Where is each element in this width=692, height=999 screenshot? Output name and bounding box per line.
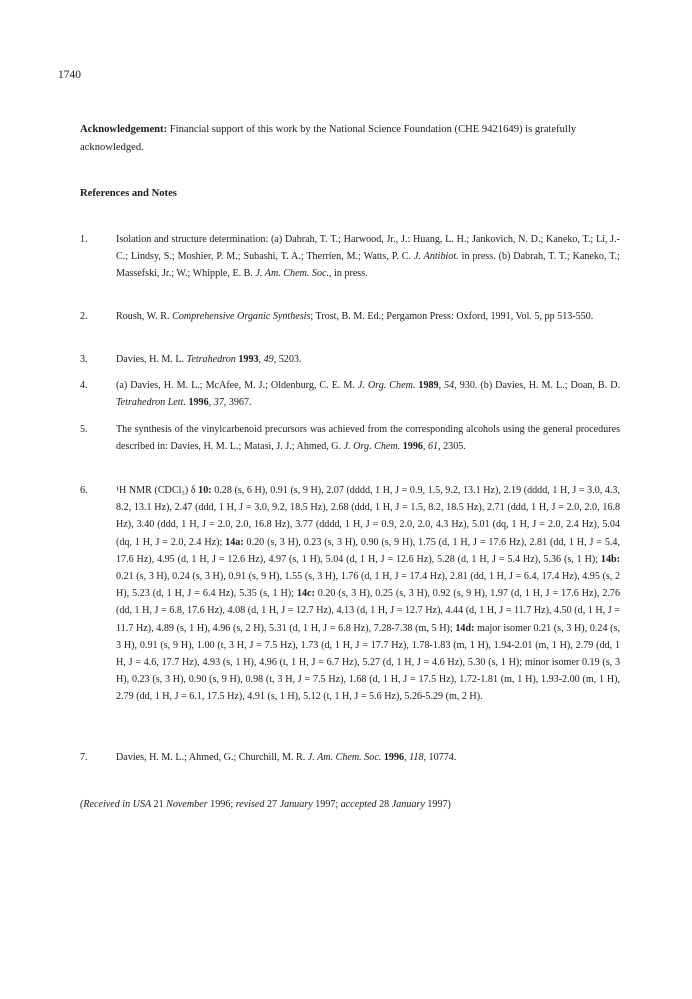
text-run: revised <box>235 799 267 810</box>
text-run: 1989 <box>418 380 439 391</box>
text-run: , <box>404 752 410 763</box>
reference-number: 3. <box>80 354 88 365</box>
text-run: ¹H NMR (CDCl₃) δ <box>116 485 199 496</box>
acknowledgement-text: Financial support of this work by the National Science Foundation (CHE 9421649) is gratefully acknowledged. <box>80 124 577 153</box>
reference-1 <box>80 231 620 283</box>
text-run: 1997; <box>315 799 341 810</box>
text-run: in press. (b) Dabrah, T. T.; Kaneko, T.; Massefski, Jr.; W.; Whipple, E. B. <box>116 251 620 280</box>
reference-6 <box>80 482 620 706</box>
text-run: , <box>438 380 445 391</box>
reference-number: 7. <box>80 752 88 763</box>
text-run: Isolation and structure determination: (a) Dabrah, T. T.; Harwood, Jr., J.: Huang, L. H.; Jankovich, N. D.; Kaneko, T.; Li, J.- C.; Lindsy, S.; Moshier, P. M.; Subashi, T. A.; Therrien, M.; Watts, P. C. <box>116 234 620 263</box>
text-run: 49 <box>263 354 274 365</box>
text-run: 54 <box>444 380 455 391</box>
text-run: 10: <box>198 485 212 496</box>
reference-text <box>116 351 620 368</box>
text-run: 14a: <box>225 536 244 548</box>
reference-number: 6. <box>80 485 88 496</box>
text-run: accepted <box>340 799 380 810</box>
text-run: J. Am. Chem. Soc. <box>307 752 382 763</box>
text-run: 21 <box>153 799 167 810</box>
reference-number: 2. <box>80 311 88 322</box>
text-run: , <box>422 441 428 453</box>
text-run: Tetrahedron <box>186 354 236 365</box>
text-run: 1996 <box>402 441 423 453</box>
text-run: January <box>279 799 316 810</box>
reference-4 <box>80 377 620 411</box>
text-run: Roush, W. R. <box>116 311 173 322</box>
reference-text <box>116 482 620 706</box>
text-run: , 3967. <box>223 397 252 409</box>
text-run: J. Org. Chem. <box>357 380 416 391</box>
acknowledgement-label: Acknowledgement: <box>80 124 168 135</box>
reference-5 <box>80 421 620 455</box>
text-run: January <box>391 799 428 810</box>
text-run: 1996 <box>383 752 405 763</box>
text-run: November <box>166 799 211 810</box>
text-run: 27 <box>266 799 280 810</box>
references-heading: References and Notes <box>80 188 177 199</box>
text-run: 28 <box>379 799 392 810</box>
text-run: J. Org. Chem. <box>343 441 401 453</box>
received-dates <box>80 799 451 810</box>
text-run: ; Trost, B. M. Ed.; Pergamon Press: Oxford, 1991, Vol. 5, pp 513-550. <box>310 311 594 322</box>
text-run: , 5203. <box>273 354 302 365</box>
text-run: major isomer 0.21 (s, 3 H), 0.24 (s, 3 H), 0.91 (s, 9 H), 1.00 (t, 3 H, J = 7.5 Hz), 1.73 (d, 1 H, J = 17.7 Hz), 1.78-1.83 (m, 1 H), 1.94-2.01 (m, 1 H), 2.79 (dd, 1 H, J = 4.6, 17.7 Hz), 4.93 (s, 1 H), 4.96 (t, 1 H, J = 6.7 Hz), 5.27 (d, 1 H, J = 4.6 Hz), 5.30 (s, 1 H); minor isomer 0.19 (s, 3 H), 0.23 (s, 3 H), 0.90 (s, 9 H), 0.98 (t, 3 H, J = 7.5 Hz), 1.68 (d, 1 H, J = 17.5 Hz), 1.72-1.81 (m, 1 H), 1.93-2.00 (m, 1 H), 2.79 (dd, 1 H, J = 6.1, 17.5 Hz), 4.91 (s, 1 H), 5.12 (t, 1 H, J = 5.6 Hz), 5.26-5.29 (m, 2 H). <box>116 622 620 703</box>
acknowledgement <box>80 121 620 157</box>
text-run: The synthesis of the vinylcarbenoid precursors was achieved from the corresponding alcohols using the general procedures described in: Davies, H. M. L.; Matasi, J. J.; Ahmed, G. <box>116 424 620 453</box>
text-run: , <box>208 397 214 409</box>
reference-text <box>116 377 620 411</box>
reference-number: 4. <box>80 380 88 391</box>
text-run: 1997) <box>427 799 451 810</box>
text-run: , 930. (b) Davies, H. M. L.; Doan, B. D. <box>454 380 621 391</box>
reference-text <box>116 231 620 283</box>
reference-3 <box>80 351 620 368</box>
text-run: Davies, H. M. L.; Ahmed, G.; Churchill, M. R. <box>116 752 308 763</box>
text-run: , 10774. <box>423 752 457 763</box>
text-run: 37 <box>213 397 224 409</box>
text-run: (Received in USA <box>80 799 154 810</box>
text-run: , <box>258 354 264 365</box>
text-run: (a) Davies, H. M. L.; McAfee, M. J.; Oldenburg, C. E. M. <box>116 380 358 391</box>
text-run: 14d: <box>455 622 475 634</box>
text-run: 14b: <box>600 553 620 565</box>
text-run: Comprehensive Organic Synthesis <box>172 311 311 322</box>
text-run: Davies, H. M. L. <box>116 354 187 365</box>
text-run: 1996; <box>210 799 236 810</box>
text-run: , in press. <box>329 268 368 280</box>
text-run: J. Antibiot. <box>413 251 459 263</box>
reference-text <box>116 308 620 325</box>
reference-number: 1. <box>80 234 88 245</box>
reference-2 <box>80 308 620 325</box>
reference-text <box>116 421 620 455</box>
text-run: 0.20 (s, 3 H), 0.23 (s, 3 H), 0.90 (s, 9 H), 1.75 (d, 1 H, J = 17.6 Hz), 2.81 (dd, 1 H, J = 5.4, 17.6 Hz), 4.95 (d, 1 H, J = 12.6 Hz), 4.97 (s, 1 H), 5.04 (d, 1 H, J = 12.6 Hz), 5.28 (d, 1 H, J = 5.4 Hz), 5.36 (s, 1 H); <box>116 536 620 565</box>
text-run: 118 <box>409 752 424 763</box>
text-run: 61 <box>427 441 439 453</box>
text-run: Tetrahedron Lett. <box>116 397 186 409</box>
reference-text <box>116 749 620 766</box>
text-run: 0.28 (s, 6 H), 0.91 (s, 9 H), 2.07 (dddd, 1 H, J = 0.9, 1.5, 9.2, 13.1 Hz), 2.19 (dddd, 1 H, J = 3.0, 4.3, 8.2, 13.1 Hz), 2.47 (ddd, 1 H, J = 3.0, 9.2, 18.5 Hz), 2.68 (ddd, 1 H, J = 1.5, 8.2, 18.5 Hz), 2.71 (ddd, 1 H, J = 2.0, 2.0, 16.8 Hz), 3.40 (ddd, 1 H, J = 2.0, 2.0, 16.8 Hz), 3.77 (dddd, 1 H, J = 0.9, 2.0, 2.0, 4.3 Hz), 5.01 (dq, 1 H, J = 2.0, 2.4 Hz), 5.04 (dq, 1 H, J = 2.0, 2.4 Hz); <box>116 485 620 548</box>
reference-number: 5. <box>80 424 88 435</box>
text-run: 1993 <box>238 354 259 365</box>
page-number: 1740 <box>58 69 81 81</box>
text-run: 14c: <box>296 588 315 600</box>
text-run: 1996 <box>188 397 209 409</box>
text-run: 0.20 (s, 3 H), 0.25 (s, 3 H), 0.92 (s, 9 H), 1.97 (d, 1 H, J = 17.6 Hz), 2.76 (dd, 1 H, J = 6.8, 17.6 Hz), 4.08 (d, 1 H, J = 12.7 Hz), 4.13 (d, 1 H, J = 12.7 Hz), 4.44 (d, 1 H, J = 11.7 Hz), 4.50 (d, 1 H, J = 11.7 Hz), 4.89 (s, 1 H), 4.96 (s, 2 H), 5.31 (d, 1 H, J = 6.8 Hz), 7.28-7.38 (m, 5 H); <box>116 588 620 634</box>
reference-7 <box>80 749 620 766</box>
text-run: 0.21 (s, 3 H), 0.24 (s, 3 H), 0.91 (s, 9 H), 1.55 (s, 3 H), 1.76 (d, 1 H, J = 17.4 Hz), 2.81 (dd, 1 H, J = 6.4, 17.4 Hz), 4.95 (s, 2 H), 5.23 (d, 1 H, J = 6.4 Hz), 5.35 (s, 1 H); <box>116 571 620 600</box>
text-run: J. Am. Chem. Soc. <box>255 268 329 280</box>
text-run: , 2305. <box>438 441 466 453</box>
